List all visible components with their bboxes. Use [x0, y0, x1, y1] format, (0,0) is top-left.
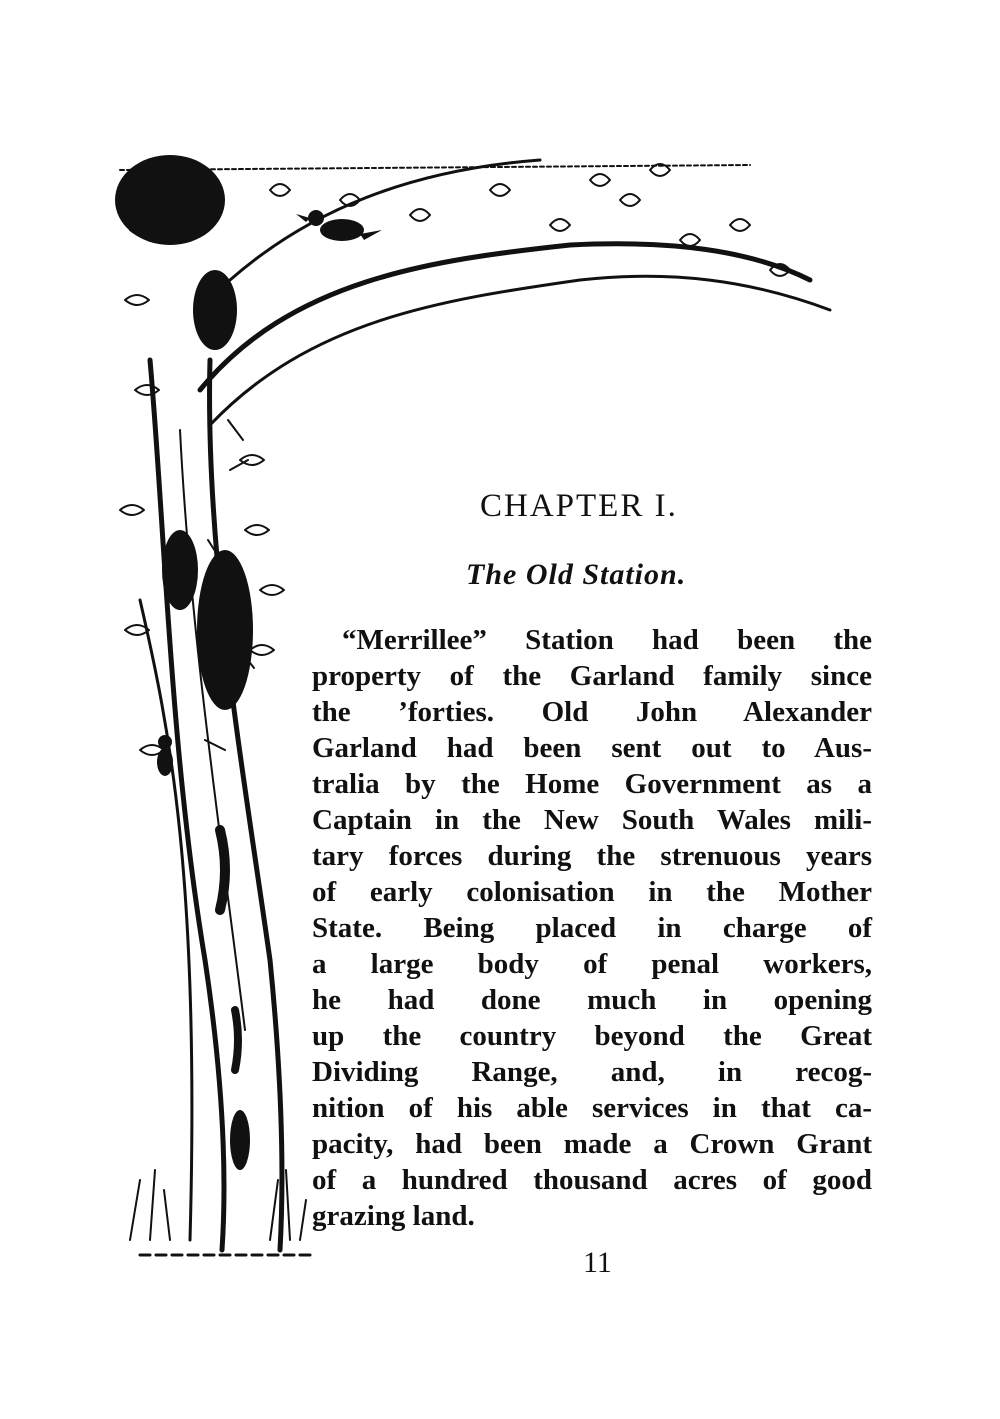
body-line: “Merrillee” Station had been the	[342, 624, 872, 656]
body-line: tralia by the Home Government as a	[312, 768, 872, 800]
body-line: a large body of penal workers,	[312, 948, 872, 980]
body-line: he had done much in opening	[312, 984, 872, 1016]
body-line: property of the Garland family since	[312, 660, 872, 692]
chapter-body-text	[312, 622, 872, 1234]
chapter-subtitle: The Old Station.	[466, 558, 687, 591]
chapter-title: CHAPTER I.	[480, 488, 678, 524]
body-line: the ’forties. Old John Alexander	[312, 696, 872, 728]
body-line: up the country beyond the Great	[312, 1020, 872, 1052]
body-line: nition of his able services in that ca-	[312, 1092, 872, 1124]
body-line: of early colonisation in the Mother	[312, 876, 872, 908]
body-line: Dividing Range, and, in recog-	[312, 1056, 872, 1088]
body-line: Captain in the New South Wales mili-	[312, 804, 872, 836]
body-line: Garland had been sent out to Aus-	[312, 732, 872, 764]
body-line: State. Being placed in charge of	[312, 912, 872, 944]
body-line: tary forces during the strenuous years	[312, 840, 872, 872]
page-number: 11	[583, 1246, 612, 1279]
body-line: of a hundred thousand acres of good	[312, 1164, 872, 1196]
body-line: grazing land.	[312, 1200, 475, 1232]
body-line: pacity, had been made a Crown Grant	[312, 1128, 872, 1160]
